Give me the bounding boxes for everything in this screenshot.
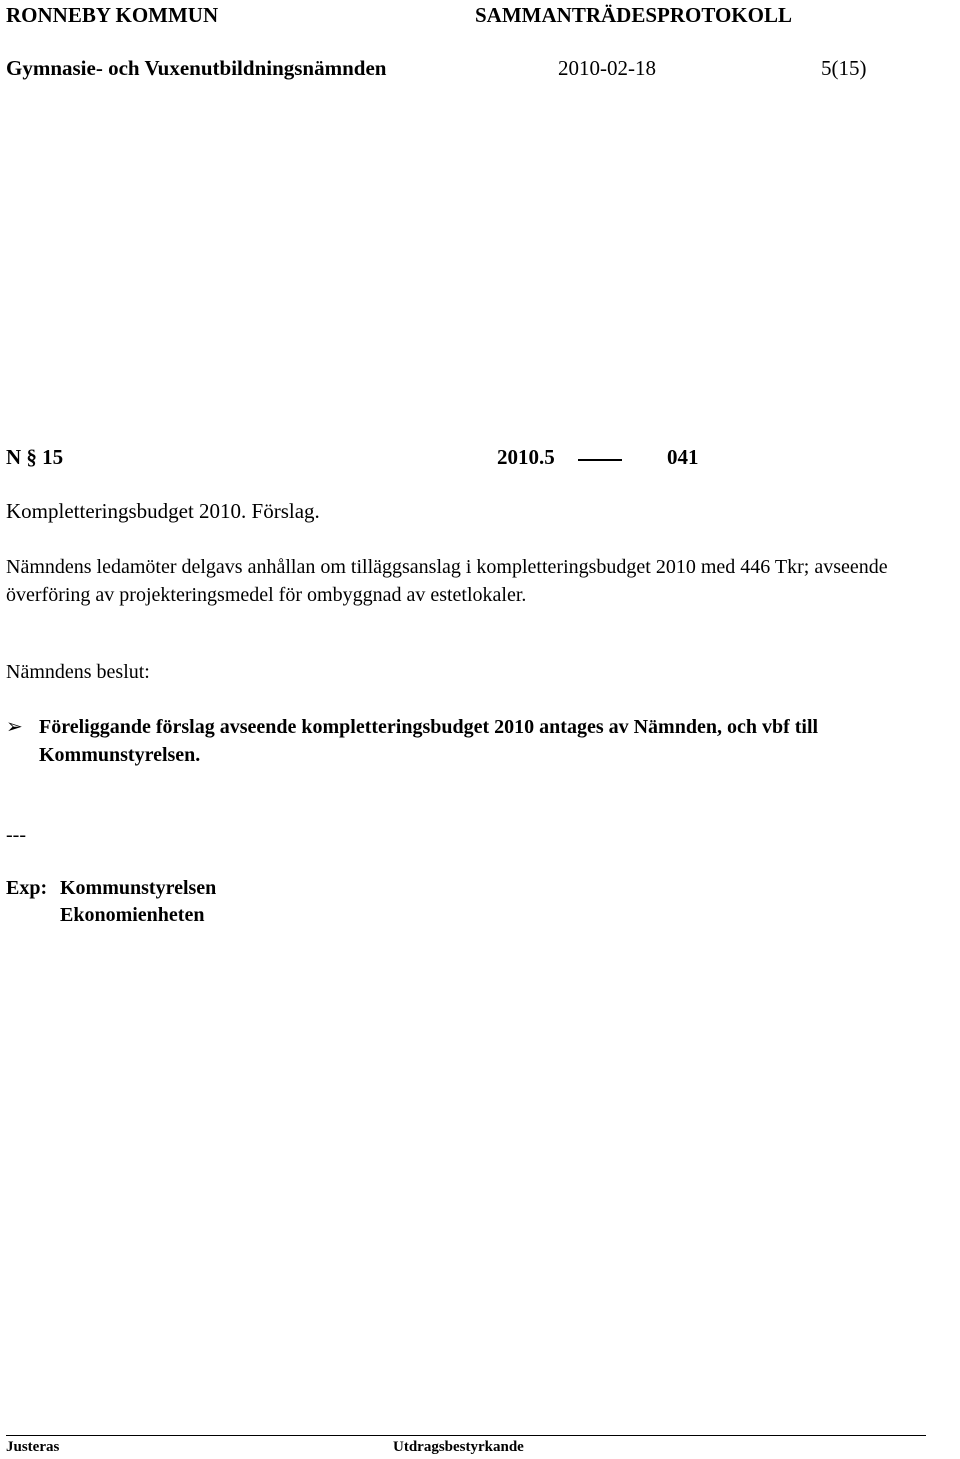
exp-recipient-2: Ekonomienheten	[60, 904, 205, 926]
page-number: 5(15)	[821, 56, 867, 80]
paragraph-number: N § 15	[6, 445, 64, 469]
bullet-arrow-icon: ➢	[6, 716, 23, 738]
exp-recipient-1: Kommunstyrelsen	[60, 877, 217, 899]
footer-justeras: Justeras	[6, 1439, 60, 1455]
decision-text: Föreliggande förslag avseende kompletteringsbudget 2010 antages av Nämnden, och vbf till Kommunstyrelsen.	[39, 716, 819, 766]
meeting-date: 2010-02-18	[558, 56, 656, 80]
footer-utdragsbestyrkande: Utdragsbestyrkande	[393, 1439, 524, 1455]
org-name: RONNEBY KOMMUN	[6, 3, 219, 27]
diary-ref-b: 041	[667, 445, 699, 469]
document-type: SAMMANTRÄDESPROTOKOLL	[475, 3, 792, 27]
decision-heading: Nämndens beslut:	[6, 661, 150, 683]
separator-text: ---	[6, 824, 26, 846]
exp-label: Exp:	[6, 877, 48, 899]
diary-ref-a: 2010.5	[497, 445, 555, 469]
footer-rule	[6, 1435, 926, 1436]
item-title: Kompletteringsbudget 2010. Förslag.	[6, 499, 320, 523]
body-paragraph: Nämndens ledamöter delgavs anhållan om tilläggsanslag i kompletteringsbudget 2010 med 446 Tkr; avseende överföring av projekteringsmedel för ombyggnad av estetlokaler.	[6, 556, 888, 606]
committee-name: Gymnasie- och Vuxenutbildningsnämnden	[6, 56, 387, 80]
ref-dash	[578, 459, 622, 461]
